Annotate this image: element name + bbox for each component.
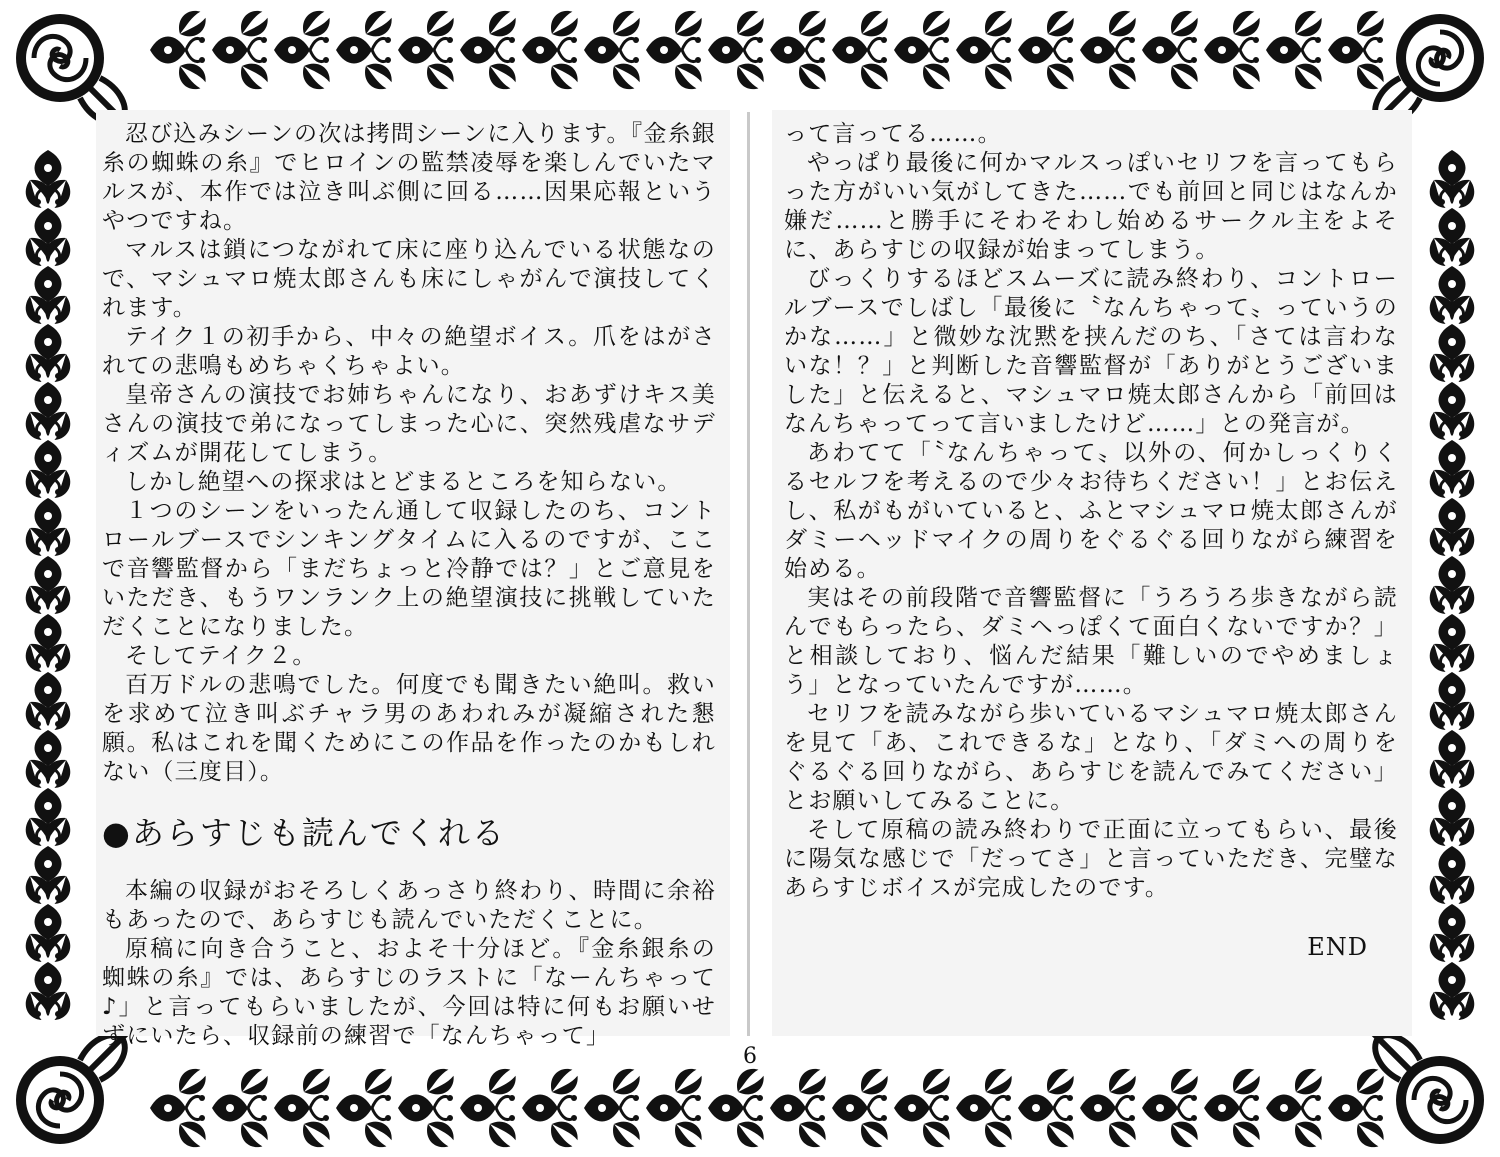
leaf-icon	[296, 1064, 334, 1101]
leaf-icon	[1164, 1064, 1202, 1101]
left-body-paragraphs	[102, 120, 716, 787]
leaf-icon	[854, 6, 892, 43]
leaf-icon	[482, 57, 520, 94]
leaf-icon	[792, 1115, 830, 1152]
leaf-icon	[358, 57, 396, 94]
leaf-icon	[978, 1115, 1016, 1152]
left-text-column	[96, 110, 730, 1049]
leaf-icon	[668, 57, 706, 94]
vine-motif-icon	[708, 37, 763, 64]
leaf-icon	[420, 6, 458, 43]
vine-motif-icon	[522, 1095, 577, 1122]
vine-motif-icon	[708, 1095, 763, 1122]
leaf-icon	[420, 57, 458, 94]
right-body-paragraphs	[784, 149, 1398, 903]
vine-motif-icon	[956, 1095, 1011, 1122]
body-paragraph: １つのシーンをいったん通して収録したのち、コントロールブースでシンキングタイムに入るのですが、ここで音響監督から「まだちょっと冷静では？」とご意見をいただき、もうワンランク上の絶望演技に挑戦していただくことになりました。	[102, 498, 716, 640]
vine-motif-icon	[1204, 37, 1259, 64]
body-paragraph: マルスは鎖につながれて床に座り込んでいる状態なので、マシュマロ焼太郎さんも床にしゃがんで演技してくれます。	[102, 237, 716, 321]
leaf-icon	[792, 57, 830, 94]
body-paragraph: やっぱり最後に何かマルスっぽいセリフを言ってもらった方がいい気がしてきた……でも前回と同じはなんか嫌だ……と勝手にそわそわし始めるサークル主をよそに、あらすじの収録が始まってしまう。	[784, 150, 1398, 263]
vine-motif-icon	[1142, 1095, 1197, 1122]
vine-motif-icon	[1204, 1095, 1259, 1122]
leaf-icon	[544, 6, 582, 43]
leaf-icon	[916, 1064, 954, 1101]
leaf-icon	[1288, 6, 1326, 43]
vine-motif-icon	[522, 37, 577, 64]
vine-motif-icon	[398, 1095, 453, 1122]
leaf-icon	[172, 57, 210, 94]
vine-motif-icon	[770, 37, 825, 64]
leaf-icon	[482, 1115, 520, 1152]
leaf-icon	[668, 6, 706, 43]
body-paragraph: そして原稿の読み終わりで正面に立ってもらい、最後に陽気な感じで「だってさ」と言っていただき、完璧なあらすじボイスが完成したのです。	[784, 817, 1398, 901]
leaf-icon	[420, 1115, 458, 1152]
leaf-icon	[1164, 6, 1202, 43]
body-paragraph: しかし絶望への探求はとどまるところを知らない。	[125, 469, 682, 495]
leaf-icon	[1226, 1064, 1264, 1101]
leaf-icon	[544, 1064, 582, 1101]
vine-motif-icon	[646, 37, 701, 64]
leaf-icon	[1040, 1115, 1078, 1152]
body-paragraph: 実はその前段階で音響監督に「うろうろ歩きながら読んでもらったら、ダミヘっぽくて面白くないですか？」と相談しており、悩んだ結果「難しいのでやめましょう」となっていたんですが……。	[784, 585, 1398, 698]
leaf-icon	[1102, 1115, 1140, 1152]
leaf-icon	[978, 6, 1016, 43]
left-body-paragraphs-continued	[102, 877, 716, 1051]
leaf-icon	[854, 1064, 892, 1101]
body-paragraph: あわてて「〝なんちゃって〟以外の、何かしっくりくるセルフを考えるので少々お待ちください！」とお伝えし、私がもがいていると、ふとマシュマロ焼太郎さんがダミーヘッドマイクの周りをぐるぐる回りながら練習を始める。	[784, 440, 1398, 582]
section-heading: ●あらすじも読んでくれる	[102, 814, 506, 852]
leaf-icon	[730, 57, 768, 94]
leaf-icon	[1350, 6, 1388, 43]
leaf-icon	[1164, 57, 1202, 94]
leaf-icon	[606, 1064, 644, 1101]
leaf-icon	[172, 6, 210, 43]
leaf-icon	[792, 1064, 830, 1101]
leaf-icon	[978, 57, 1016, 94]
vine-motif-icon	[956, 37, 1011, 64]
vine-motif-icon	[1142, 37, 1197, 64]
body-paragraph: びっくりするほどスムーズに読み終わり、コントロールブースでしばし「最後に〝なんちゃって〟っていうのかな……」と微妙な沈黙を挟んだのち、「さては言わないな！？」と判断した音響監督が「ありがとうございました」と伝えると、マシュマロ焼太郎さんから「前回はなんちゃってって言いましたけど……」との発言が。	[784, 266, 1398, 437]
vine-motif-icon	[1018, 1095, 1073, 1122]
leaf-icon	[668, 1064, 706, 1101]
leaf-icon	[296, 57, 334, 94]
leaf-icon	[668, 1115, 706, 1152]
leaf-icon	[1102, 57, 1140, 94]
vine-motif-icon	[274, 1095, 329, 1122]
leaf-icon	[854, 57, 892, 94]
vine-motif-icon	[1266, 1095, 1321, 1122]
leaf-icon	[296, 6, 334, 43]
right-text-column	[772, 110, 1412, 1036]
body-paragraph: 皇帝さんの演技でお姉ちゃんになり、おあずけキス美さんの演技で弟になってしまった心に、突然残虐なサディズムが開花してしまう。	[102, 382, 716, 466]
leaf-icon	[1226, 6, 1264, 43]
vine-motif-icon	[770, 1095, 825, 1122]
vine-motif-icon	[212, 37, 267, 64]
leaf-icon	[854, 1115, 892, 1152]
leaf-icon	[482, 6, 520, 43]
vine-motif-icon	[336, 1095, 391, 1122]
end-mark: END	[1307, 933, 1368, 961]
leaf-icon	[730, 6, 768, 43]
leaf-icon	[420, 1064, 458, 1101]
leaf-icon	[358, 1115, 396, 1152]
leaf-icon	[792, 6, 830, 43]
leaf-icon	[1226, 1115, 1264, 1152]
vine-motif-icon	[274, 37, 329, 64]
body-paragraph: 忍び込みシーンの次は拷問シーンに入ります。『金糸銀糸の蜘蛛の糸』でヒロインの監禁凌辱を楽しんでいたマルスが、本作では泣き叫ぶ側に回る……因果応報というやつですね。	[102, 121, 716, 234]
vine-motif-icon	[212, 1095, 267, 1122]
leaf-icon	[1102, 1064, 1140, 1101]
leaf-icon	[172, 1064, 210, 1101]
vine-motif-icon	[584, 37, 639, 64]
vine-motif-icon	[1328, 1095, 1383, 1122]
leaf-icon	[916, 6, 954, 43]
leaf-icon	[1040, 1064, 1078, 1101]
leaf-icon	[606, 6, 644, 43]
leaf-icon	[1288, 57, 1326, 94]
page-number: 6	[743, 1044, 757, 1069]
leaf-icon	[482, 1064, 520, 1101]
body-paragraph: そしてテイク２。	[125, 643, 317, 669]
body-paragraph: 原稿に向き合うこと、およそ十分ほど。『金糸銀糸の蜘蛛の糸』では、あらすじのラストに「なーんちゃって♪」と言ってもらいましたが、今回は特に何もお願いせずにいたら、収録前の練習で「なんちゃって」	[102, 936, 716, 1049]
leaf-icon	[916, 57, 954, 94]
leaf-icon	[1040, 6, 1078, 43]
leaf-icon	[978, 1064, 1016, 1101]
vine-motif-icon	[1018, 37, 1073, 64]
vine-motif-icon	[150, 37, 205, 64]
vine-motif-icon	[336, 37, 391, 64]
leaf-icon	[606, 57, 644, 94]
leaf-icon	[1288, 1064, 1326, 1101]
leaf-icon	[544, 1115, 582, 1152]
vine-motif-icon	[398, 37, 453, 64]
leaf-icon	[1288, 1115, 1326, 1152]
vine-motif-icon	[1080, 37, 1135, 64]
leaf-icon	[234, 1115, 272, 1152]
leaf-icon	[1226, 57, 1264, 94]
body-paragraph: 本編の収録がおそろしくあっさり終わり、時間に余裕もあったので、あらすじも読んでいただくことに。	[102, 878, 716, 933]
leaf-icon	[1102, 6, 1140, 43]
vine-motif-icon	[1080, 1095, 1135, 1122]
body-paragraph: セリフを読みながら歩いているマシュマロ焼太郎さんを見て「あ、これできるな」となり、「ダミへの周りをぐるぐる回りながら、あらすじを読んでみてください」とお願いしてみることに。	[784, 701, 1398, 814]
vine-motif-icon	[460, 1095, 515, 1122]
vine-motif-icon	[1328, 37, 1383, 64]
continued-line: って言ってる……。	[784, 121, 1002, 147]
leaf-icon	[358, 1064, 396, 1101]
body-paragraph: テイク１の初手から、中々の絶望ボイス。爪をはがされての悲鳴もめちゃくちゃよい。	[102, 324, 716, 379]
vine-motif-icon	[832, 37, 887, 64]
leaf-icon	[1164, 1115, 1202, 1152]
column-divider	[747, 112, 750, 1036]
leaf-icon	[1040, 57, 1078, 94]
leaf-icon	[730, 1115, 768, 1152]
leaf-icon	[172, 1115, 210, 1152]
vine-motif-icon	[584, 1095, 639, 1122]
leaf-icon	[544, 57, 582, 94]
leaf-icon	[234, 57, 272, 94]
leaf-icon	[234, 1064, 272, 1101]
leaf-icon	[606, 1115, 644, 1152]
vine-motif-icon	[1266, 37, 1321, 64]
leaf-icon	[916, 1115, 954, 1152]
leaf-icon	[234, 6, 272, 43]
vine-motif-icon	[460, 37, 515, 64]
leaf-icon	[296, 1115, 334, 1152]
vine-motif-icon	[150, 1095, 205, 1122]
leaf-icon	[730, 1064, 768, 1101]
vine-motif-icon	[894, 1095, 949, 1122]
leaf-icon	[358, 6, 396, 43]
leaf-icon	[1350, 1115, 1388, 1152]
body-paragraph: 百万ドルの悲鳴でした。何度でも聞きたい絶叫。救いを求めて泣き叫ぶチャラ男のあわれみが凝縮された懇願。私はこれを聞くためにこの作品を作ったのかもしれない（三度目）。	[102, 672, 716, 785]
vine-motif-icon	[832, 1095, 887, 1122]
vine-motif-icon	[894, 37, 949, 64]
vine-motif-icon	[646, 1095, 701, 1122]
